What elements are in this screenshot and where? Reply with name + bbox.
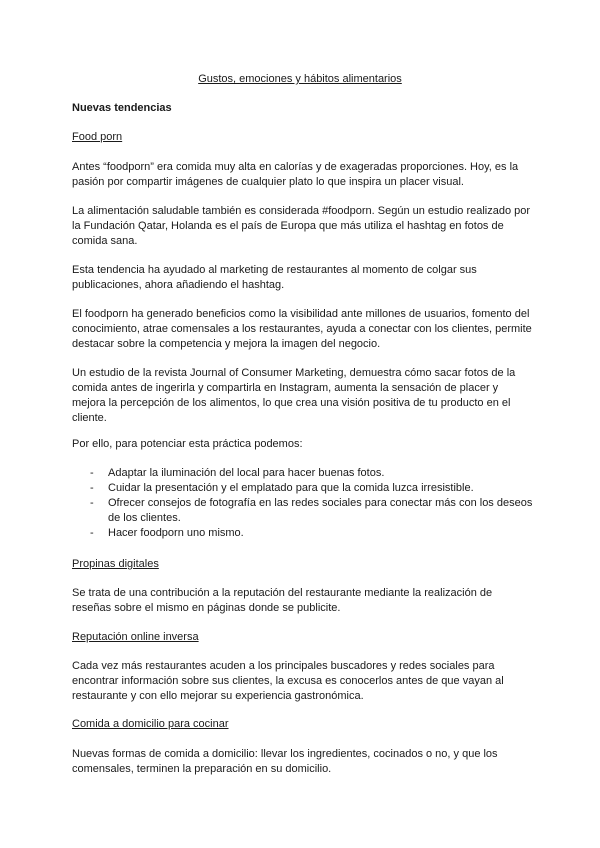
- list-item: - Cuidar la presentación y el emplatado para que la comida luzca irresistible.: [72, 481, 534, 496]
- paragraph: Nuevas formas de comida a domicilio: llevar los ingredientes, cocinados o no, y que los comensales, terminen la preparación en su domicilio.: [72, 748, 498, 775]
- list-item: - Ofrecer consejos de fotografía en las redes sociales para conectar más con los deseos de los clientes.: [72, 496, 534, 526]
- subheading-comida: Comida a domicilio para cocinar: [72, 718, 229, 730]
- list-item: - Hacer foodporn uno mismo.: [72, 526, 534, 541]
- subheading-food-porn: Food porn: [72, 131, 123, 143]
- paragraph: Un estudio de la revista Journal of Consumer Marketing, demuestra cómo sacar fotos de la comida antes de ingerirla y compartirla en Instagram, aumenta la sensación de placer y mejora la percepción de los alimentos, lo que crea una visión positiva de tu producto en el cliente.: [72, 367, 516, 424]
- paragraph: Esta tendencia ha ayudado al marketing de restaurantes al momento de colgar sus publicaciones, ahora añadiendo el hashtag.: [72, 264, 477, 291]
- document-title: Gustos, emociones y hábitos alimentarios: [198, 73, 402, 85]
- paragraph: El foodporn ha generado beneficios como la visibilidad ante millones de usuarios, fomento del conocimiento, atrae comensales a los restaurantes, ayuda a conectar con los clientes, permite destacar sobre la competencia y mejora la imagen del negocio.: [72, 308, 532, 350]
- section-heading: Nuevas tendencias: [72, 102, 172, 114]
- paragraph: Antes “foodporn” era comida muy alta en calorías y de exageradas proporciones. Hoy, es la pasión por compartir imágenes de cualquier plato lo que inspira un placer visual.: [72, 161, 519, 188]
- subheading-propinas: Propinas digitales: [72, 558, 159, 570]
- paragraph: Cada vez más restaurantes acuden a los principales buscadores y redes sociales para encontrar información sobre sus clientes, la excusa es conocerlos antes de que vayan al restaurante y con ello mejorar su experiencia gastronómica.: [72, 660, 504, 702]
- paragraph: Por ello, para potenciar esta práctica podemos:: [72, 438, 303, 450]
- list-item: - Adaptar la iluminación del local para hacer buenas fotos.: [72, 466, 534, 481]
- bullet-list: [72, 466, 534, 541]
- paragraph: La alimentación saludable también es considerada #foodporn. Según un estudio realizado por la Fundación Qatar, Holanda es el país de Europa que más utiliza el hashtag en fotos de comida sana.: [72, 205, 531, 247]
- subheading-reputacion: Reputación online inversa: [72, 631, 199, 643]
- paragraph: Se trata de una contribución a la reputación del restaurante mediante la realización de reseñas sobre el mismo en páginas donde se publicite.: [72, 587, 493, 614]
